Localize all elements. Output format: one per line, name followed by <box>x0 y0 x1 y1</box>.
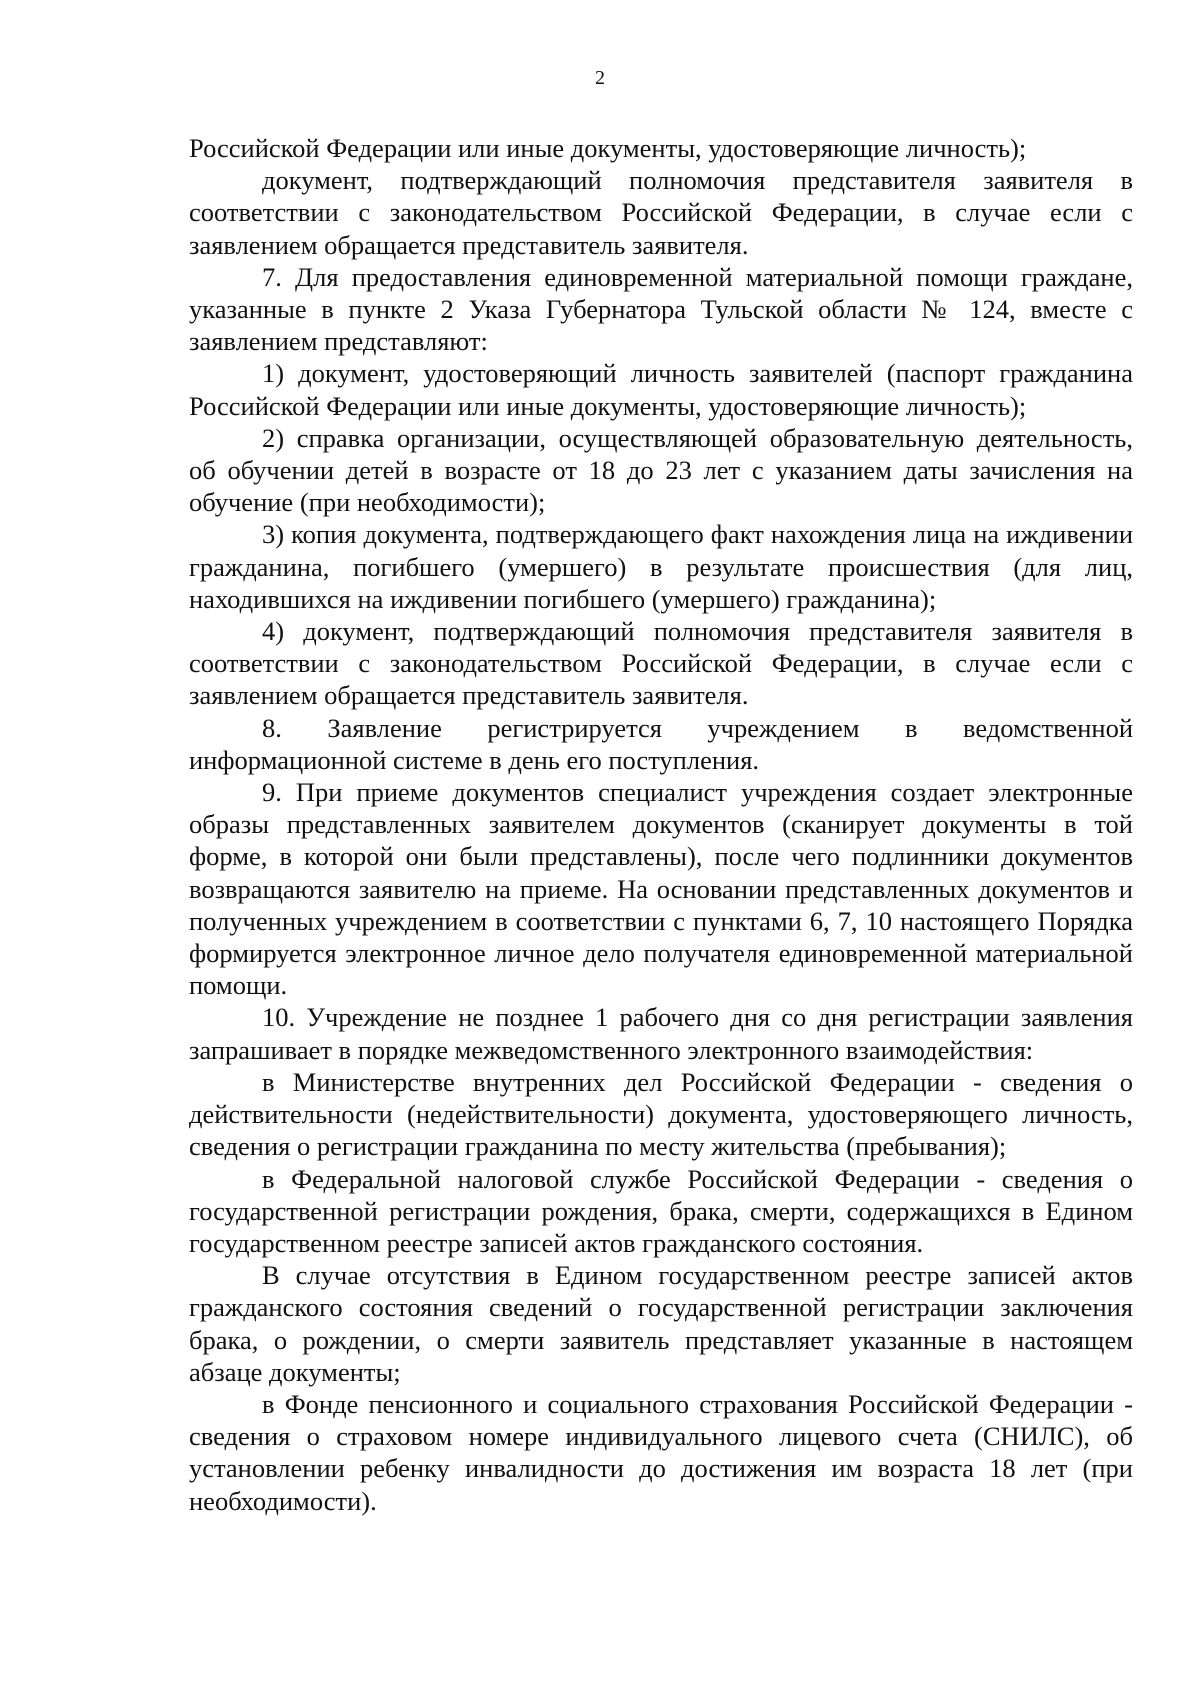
paragraph-item-7: 7. Для предоставления единовременной материальной помощи граждане, указанные в пункте 2 Указа Губернатора Тульской области № 124, вместе с заявлением представляют: <box>189 261 1133 357</box>
paragraph-item-8: 8. Заявление регистрируется учреждением в ведомственной информационной системе в день его поступления. <box>189 712 1133 775</box>
paragraph-sfr-request: в Фонде пенсионного и социального страхования Российской Федерации - сведения о страховом номере индивидуального лицевого счета (СНИЛС), об установлении ребенку инвалидности до достижения им возраста 18 лет (при необходимости). <box>189 1388 1133 1516</box>
paragraph-item-7-3: 3) копия документа, подтверждающего факт нахождения лица на иждивении гражданина, погибшего (умершего) в результате происшествия (для лиц, находившихся на иждивении погибшего (умершего) гражданина); <box>189 519 1133 614</box>
paragraph-item-9: 9. При приеме документов специалист учреждения создает электронные образы представленных заявителем документов (сканирует документы в той форме, в которой они были представлены), после чего подлинники документов возвращаются заявителю на приеме. На основании представленных документов и полученных учреждением в соответствии с пунктами 6, 7, 10 настоящего Порядка формируется электронное личное дело получателя единовременной материальной помощи. <box>189 777 1133 1001</box>
paragraph-representative-document: документ, подтверждающий полномочия представителя заявителя в соответствии с законодательством Российской Федерации, в случае если с заявлением обращается представитель заявителя. <box>189 165 1133 260</box>
paragraph-item-7-2: 2) справка организации, осуществляющей образовательную деятельность, об обучении детей в возрасте от 18 до 23 лет с указанием даты зачисления на обучение (при необходимости); <box>189 422 1133 518</box>
page-number: 2 <box>595 67 605 89</box>
paragraph-absence-of-records: В случае отсутствия в Едином государственном реестре записей актов гражданского состояния сведений о государственной регистрации заключения брака, о рождении, о смерти заявитель представляет указанные в настоящем абзаце документы; <box>189 1260 1133 1387</box>
paragraph-mvd-request: в Министерстве внутренних дел Российской Федерации - сведения о действительности (недействительности) документа, удостоверяющего личность, сведения о регистрации гражданина по месту жительства (пребывания); <box>189 1066 1133 1162</box>
paragraph-fns-request: в Федеральной налоговой службе Российской Федерации - сведения о государственной регистрации рождения, брака, смерти, содержащихся в Едином государственном реестре записей актов гражданского состояния. <box>189 1163 1133 1258</box>
paragraph-item-7-1: 1) документ, удостоверяющий личность заявителей (паспорт гражданина Российской Федерации или иные документы, удостоверяющие личность); <box>189 358 1133 421</box>
paragraph-item-7-4: 4) документ, подтверждающий полномочия представителя заявителя в соответствии с законодательством Российской Федерации, в случае если с заявлением обращается представитель заявителя. <box>189 616 1133 711</box>
paragraph-passport-continuation: Российской Федерации или иные документы, удостоверяющие личность); <box>189 133 1027 163</box>
document-body <box>189 132 1133 1517</box>
paragraph-item-10: 10. Учреждение не позднее 1 рабочего дня со дня регистрации заявления запрашивает в порядке межведомственного электронного взаимодействия: <box>189 1002 1133 1065</box>
